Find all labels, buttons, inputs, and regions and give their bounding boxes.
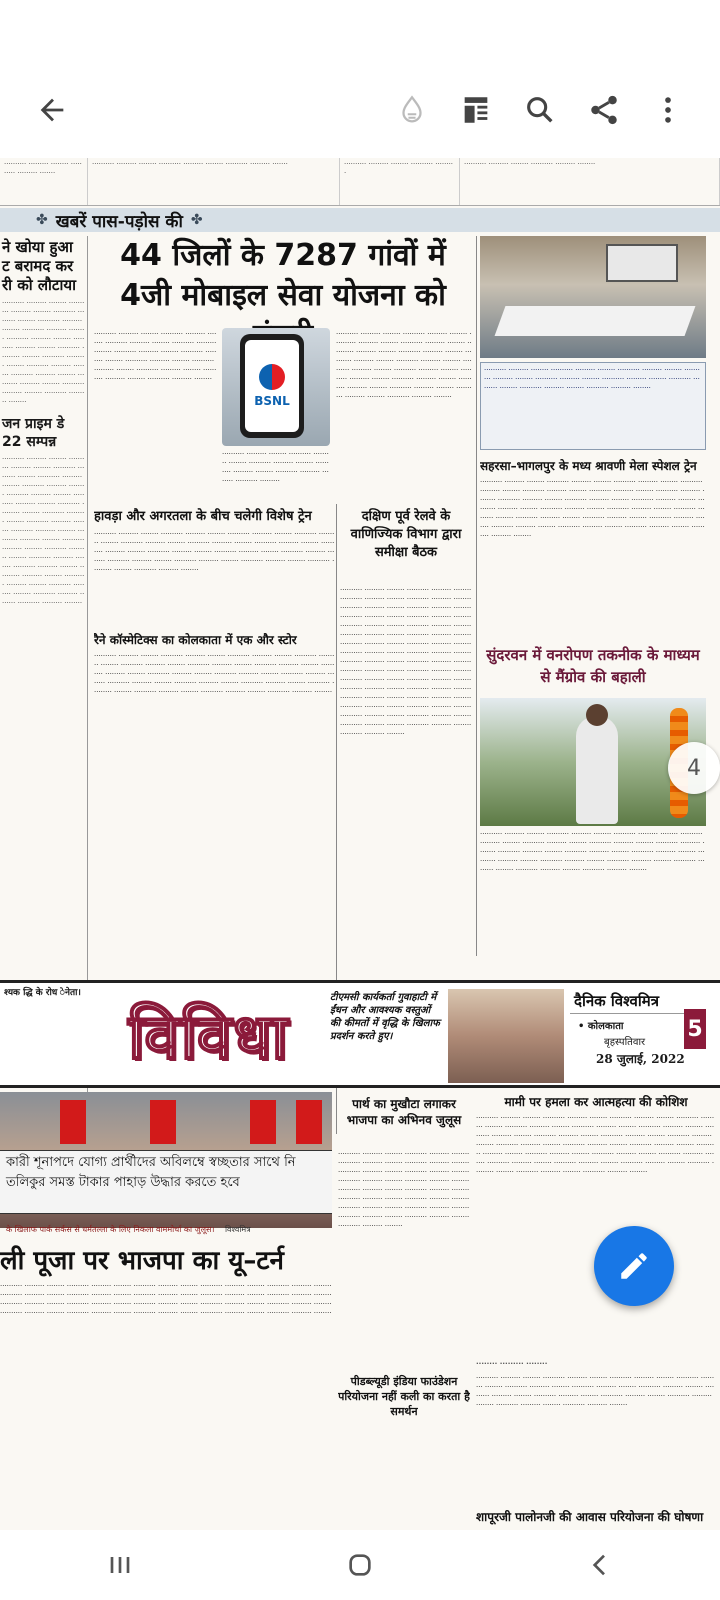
tmc-protest-photo [448, 989, 564, 1083]
page-number-badge[interactable]: 4 [668, 742, 720, 794]
epaper-page[interactable] [0, 158, 720, 1530]
story-cosmetics-headline[interactable]: रैने कॉस्मेटिक्स का कोलकाता में एक और स्टोर [94, 633, 297, 647]
protest-banner-line-1: কারী শূনাপদে যোগ্য প্রার্থীদের অবিলম্বে স্বচ্ছতার সাথে নি [6, 1155, 296, 1170]
home-icon [344, 1549, 376, 1581]
bsnl-logo-icon [259, 364, 285, 390]
vividha-teaser[interactable]: टीएमसी कार्यकर्ता गुवाहाटी में ईंधन और आवश्यक वस्तुओं की कीमतों में वृद्धि के खिलाफ प्रदर्शन करते हुए। [330, 992, 440, 1042]
left-body-1: ·········· ········· ········ ·········· ········· ········ ·········· ········· ········ ·········· ········· ········ ·········· ········· ········ ·········· ········· ········ ·········· ········· ········ ·········· ········· ········ ·········· ········· ········ ·········· ········· ········ ·········· ········· ········ ·········· ········· ········ ·········· ········· ········ ·········· ········· ········ [2, 299, 85, 406]
phone-screen [245, 340, 299, 432]
more-button[interactable] [636, 78, 700, 142]
reader-icon [459, 93, 493, 127]
masthead-day: बृहस्पतिवार [604, 1037, 646, 1048]
vividha-left-text: श्यक द्धि के रोध ेनेता। [4, 988, 81, 998]
recents-button[interactable] [75, 1535, 165, 1595]
newspaper-masthead [570, 987, 706, 1083]
bsnl-logo-text: BSNL [254, 394, 290, 408]
previous-page-strip [0, 158, 720, 206]
edit-fab-button[interactable] [594, 1226, 674, 1306]
share-button[interactable] [572, 78, 636, 142]
story-aunt-attack-headline[interactable]: मामी पर हमला कर आत्महत्या की कोशिश [504, 1095, 688, 1109]
strip-col-2: ·········· ········· ········ ·········· ········· ········ ·········· ········· ······· [88, 158, 340, 205]
protest-banner [0, 1150, 332, 1214]
status-bar [0, 0, 720, 62]
photo-person-head [586, 704, 608, 726]
protest-banner-line-2: তলিকুর সমস্ত টাকার পাহাড় উদ্ধার করতে হবে [6, 1175, 240, 1190]
chevron-left-icon [584, 1549, 616, 1581]
red-flag [150, 1100, 176, 1144]
reader-button[interactable] [444, 78, 508, 142]
story-bjp-uturn-body: ·········· ········· ········ ·········· ········· ········ ·········· ········· ········ ·········· ········· ········ ·········· ········· ········ ·········· ········· ········ ·········· ········· ········ ·········· ········· ········ ·········· ········· ········ ·········· ········· ········ ·········· ········· ········ ·········· ········· ········ ·········· ········· ········ ·········· ········· ········ ·········· ········· ········ ·········· ········· ········ ·········· ········· ········ ·········· ········· ········ ·········· ········· ········ ·········· ········· ········ [0, 1282, 332, 1317]
masthead-city: • कोलकाता [578, 1021, 624, 1032]
masthead-name: दैनिक विश्वमित्र [570, 987, 706, 1014]
pencil-icon [617, 1249, 651, 1283]
phone-graphic [240, 334, 304, 438]
masthead-page-number: 5 [684, 1009, 706, 1049]
arrow-left-icon [35, 93, 69, 127]
left-headline-1: ने खोया हुआ ट बरामद कर री को लौटाया [2, 238, 76, 294]
section-title: खबरें पास-पड़ोस की [55, 211, 183, 232]
main-headline: 44 जिलों के 7287 गांवों में 4जी मोबाइल सेवा योजना को [120, 238, 446, 313]
red-flag [60, 1100, 86, 1144]
vividha-title: विविधा [128, 1000, 290, 1073]
star-icon: ✤ [36, 212, 48, 228]
back-button[interactable] [20, 78, 84, 142]
left-headline-2: जन प्राइम डे 22 सम्पन्न [2, 416, 65, 450]
story-mangrove-body: ·········· ········· ········ ·········· ········· ········ ·········· ········· ········ ·········· ········· ········ ·········· ········· ········ ·········· ········· ········ ·········· ········· ········ ·········· ········· ········ ·········· ········· ········ ·········· ········· ········ ·········· ········· ········ ·········· ········· ········ ·········· ········· ········ ·········· ········· ········ ·········· ········· ········ ·········· ········· ········ [480, 830, 705, 874]
search-icon [523, 93, 557, 127]
story-shapoorji-headline[interactable]: शापूरजी पालोनजी की आवास परियोजना की घोषणा [476, 1510, 704, 1524]
story-youth-body: ·········· ········· ········ ·········· ········· ········ ·········· ········· ········ ·········· ········· ········ ·········· ········· ········ ·········· ········· ········ ·········· ········· ········ ·········· ········· ········ ·········· ········· ········ ·········· ········· ········ ·········· ········· ········ ·········· ········· ········ ·········· ········· ········ [476, 1374, 715, 1409]
strip-col-1: ·········· ········· ········ ·········· ········· ······· [0, 158, 88, 205]
story-pwd-headline[interactable]: पीडब्ल्यूडी इंडिया फाउंडेशन परियोजना नहीं कली का करता है समर्थन [338, 1375, 470, 1418]
more-vert-icon [651, 93, 685, 127]
protest-caption-credit: विश्वमित्र [224, 1225, 251, 1234]
section-header [0, 208, 720, 232]
story-howrah-body: ·········· ········· ········ ·········· ········· ········ ·········· ········· ········ ·········· ········· ········ ·········· ········· ········ ·········· ········· ········ ·········· ········· ········ ·········· ········· ········ ·········· ········· ········ ·········· ········· ········ ·········· ········· ········ ·········· ········· ········ ·········· ········· ········ ·········· ········· ········ ·········· ········· ········ ·········· ········· ········ [94, 530, 335, 574]
story-mask-march-headline[interactable]: पार्थ का मुखौटा लगाकर भाजपा का अभिनव जुलूस [346, 1097, 462, 1127]
red-flag [296, 1100, 322, 1144]
story-shravani-body: ·········· ········· ········ ·········· ········· ········ ·········· ········· ········ ·········· ········· ········ ·········· ········· ········ ·········· ········· ········ ·········· ········· ········ ·········· ········· ········ ·········· ········· ········ ·········· ········· ········ ·········· ········· ········ ·········· ········· ········ ·········· ········· ········ ·········· ········· ········ ·········· ········· ········ ·········· ········· ········ ·········· ········· ········ ·········· ········· ········ ·········· ········· ········ ·········· ········· ········ ·········· ········· ········ [480, 478, 705, 540]
story-cosmetics-body: ·········· ········· ········ ·········· ········· ········ ·········· ········· ········ ·········· ········· ········ ·········· ········· ········ ·········· ········· ········ ·········· ········· ········ ·········· ········· ········ ·········· ········· ········ ·········· ········· ········ ·········· ········· ········ ·········· ········· ········ ·········· ········· ········ ·········· ········· ········ ·········· ········· ········ ·········· ········· ········ ·········· ········· ········ ·········· ········· ········ [94, 652, 335, 696]
story-mask-march-body: ·········· ········· ········ ·········· ········· ········ ·········· ········· ········ ·········· ········· ········ ·········· ········· ········ ·········· ········· ········ ·········· ········· ········ ·········· ········· ········ ·········· ········· ········ ·········· ········· ········ ·········· ········· ········ ·········· ········· ········ ·········· ········· ········ ·········· ········· ········ ·········· ········· ········ ·········· ········· ········ ·········· ········· ········ [338, 1150, 470, 1230]
home-button[interactable] [315, 1535, 405, 1595]
protest-caption [0, 1224, 332, 1236]
drop-icon [395, 93, 429, 127]
red-flag [250, 1100, 276, 1144]
conference-table [495, 306, 696, 336]
app-toolbar [0, 62, 720, 158]
back-nav-button[interactable] [555, 1535, 645, 1595]
story-youth-subhead: ········ ········· ········ [476, 1360, 548, 1368]
photo-person [576, 716, 618, 824]
left-body-2: ·········· ········· ········ ·········· ········· ········ ·········· ········· ········ ·········· ········· ········ ·········· ········· ········ ·········· ········· ········ ·········· ········· ········ ·········· ········· ········ ·········· ········· ········ ·········· ········· ········ ·········· ········· ········ ·········· ········· ········ ·········· ········· ········ ·········· ········· ········ ·········· ········· ········ ·········· ········· ········ ·········· ········· ········ ·········· ········· ········ ·········· ········· ········ ·········· ········· ········ ·········· ········· ········ [2, 455, 85, 607]
story-bjp-uturn-headline[interactable]: ली पूजा पर भाजपा का यू–टर्न [0, 1246, 284, 1276]
main-body-col-1: ·········· ········· ········ ·········· ········· ········ ·········· ········· ········ ·········· ········· ········ ·········· ········· ········ ·········· ········· ········ ·········· ········· ········ ·········· ········· ········ ·········· ········· ········ ·········· ········· ········ ·········· ········· ········ [94, 330, 217, 383]
masthead-date: 28 जुलाई, 2022 [596, 1052, 685, 1066]
star-icon: ✤ [190, 212, 203, 228]
story-railway-body: ·········· ········· ········ ·········· ········· ········ ·········· ········· ········ ·········· ········· ········ ·········· ········· ········ ·········· ········· ········ ·········· ········· ········ ·········· ········· ········ ·········· ········· ········ ·········· ········· ········ ·········· ········· ········ ·········· ········· ········ ·········· ········· ········ ·········· ········· ········ ·········· ········· ········ ·········· ········· ········ ·········· ········· ········ ·········· ········· ········ ·········· ········· ········ ·········· ········· ········ ·········· ········· ········ ·········· ········· ········ ·········· ········· ········ ·········· ········· ········ ·········· ········· ········ ·········· ········· ········ ·········· ········· ········ ·········· ········· ········ ·········· ········· ········ ·········· ········· ········ ·········· ········· ········ ·········· ········· ········ ·········· ········· ········ [340, 586, 472, 738]
conference-photo [480, 236, 706, 358]
recents-icon [104, 1549, 136, 1581]
vividha-masthead-band [0, 980, 720, 1088]
share-icon [587, 93, 621, 127]
conference-caption: ·········· ········· ········ ·········· ········· ········ ·········· ········· ········ ·········· ········· ········ ·········· ········· ········ ·········· ········· ········ ·········· ········· ········ ·········· ········· ········ ·········· ········· ········ [480, 362, 706, 450]
strip-col-3: ·········· ········· ········ ·········· ········· [340, 158, 460, 205]
story-mangrove-headline[interactable]: सुंदरवन में वनरोपण तकनीक के माध्यम से मैंग्रोव की बहाली [486, 646, 700, 686]
search-button[interactable] [508, 78, 572, 142]
column-rule [476, 236, 477, 956]
strip-col-4: ·········· ········· ········ ·········· ········· ········ [460, 158, 720, 205]
protest-caption-text: के खिलाफ पार्क सर्कस से धर्मतल्ला के लिए निकला वाममोर्चा का जुलूस। [6, 1225, 215, 1234]
story-shravani-headline[interactable]: सहरसा–भागलपुर के मध्य श्रावणी मेला स्पेशल ट्रेन [480, 459, 697, 473]
drop-button[interactable] [380, 78, 444, 142]
story-howrah-headline[interactable]: हावड़ा और अगरतला के बीच चलेगी विशेष ट्रेन [94, 509, 312, 524]
story-railway-headline[interactable]: दक्षिण पूर्व रेलवे के वाणिज्यिक विभाग द्वारा समीक्षा बैठक [350, 509, 462, 560]
bsnl-image [222, 328, 330, 446]
system-nav-bar [0, 1530, 720, 1600]
main-body-col-3: ·········· ········· ········ ·········· ········· ········ ·········· ········· ········ ·········· ········· ········ ·········· ········· ········ ·········· ········· ········ ·········· ········· ········ ·········· ········· ········ ·········· ········· ········ ·········· ········· ········ ·········· ········· ········ ·········· ········· ········ ·········· ········· ········ ·········· ········· ········ ·········· ········· ········ ·········· ········· ········ [336, 330, 472, 401]
main-body-col-2: ·········· ········· ········ ·········· ········· ········ ·········· ········· ········ ·········· ········· ········ ·········· ········· ········ ·········· ········· [222, 450, 329, 485]
story-aunt-attack-body: ·········· ········· ········ ·········· ········· ········ ·········· ········· ········ ·········· ········· ········ ·········· ········· ········ ·········· ········· ········ ·········· ········· ········ ·········· ········· ········ ·········· ········· ········ ·········· ········· ········ ·········· ········· ········ ·········· ········· ········ ·········· ········· ········ ·········· ········· ········ ·········· ········· ········ ·········· ········· ········ ·········· ········· ········ ·········· ········· ········ ·········· ········· ········ ·········· ········· ········ ·········· ········· ········ ·········· ········· ········ ·········· ········· ········ ·········· ········· ········ [476, 1114, 715, 1176]
projector-screen [606, 244, 678, 282]
